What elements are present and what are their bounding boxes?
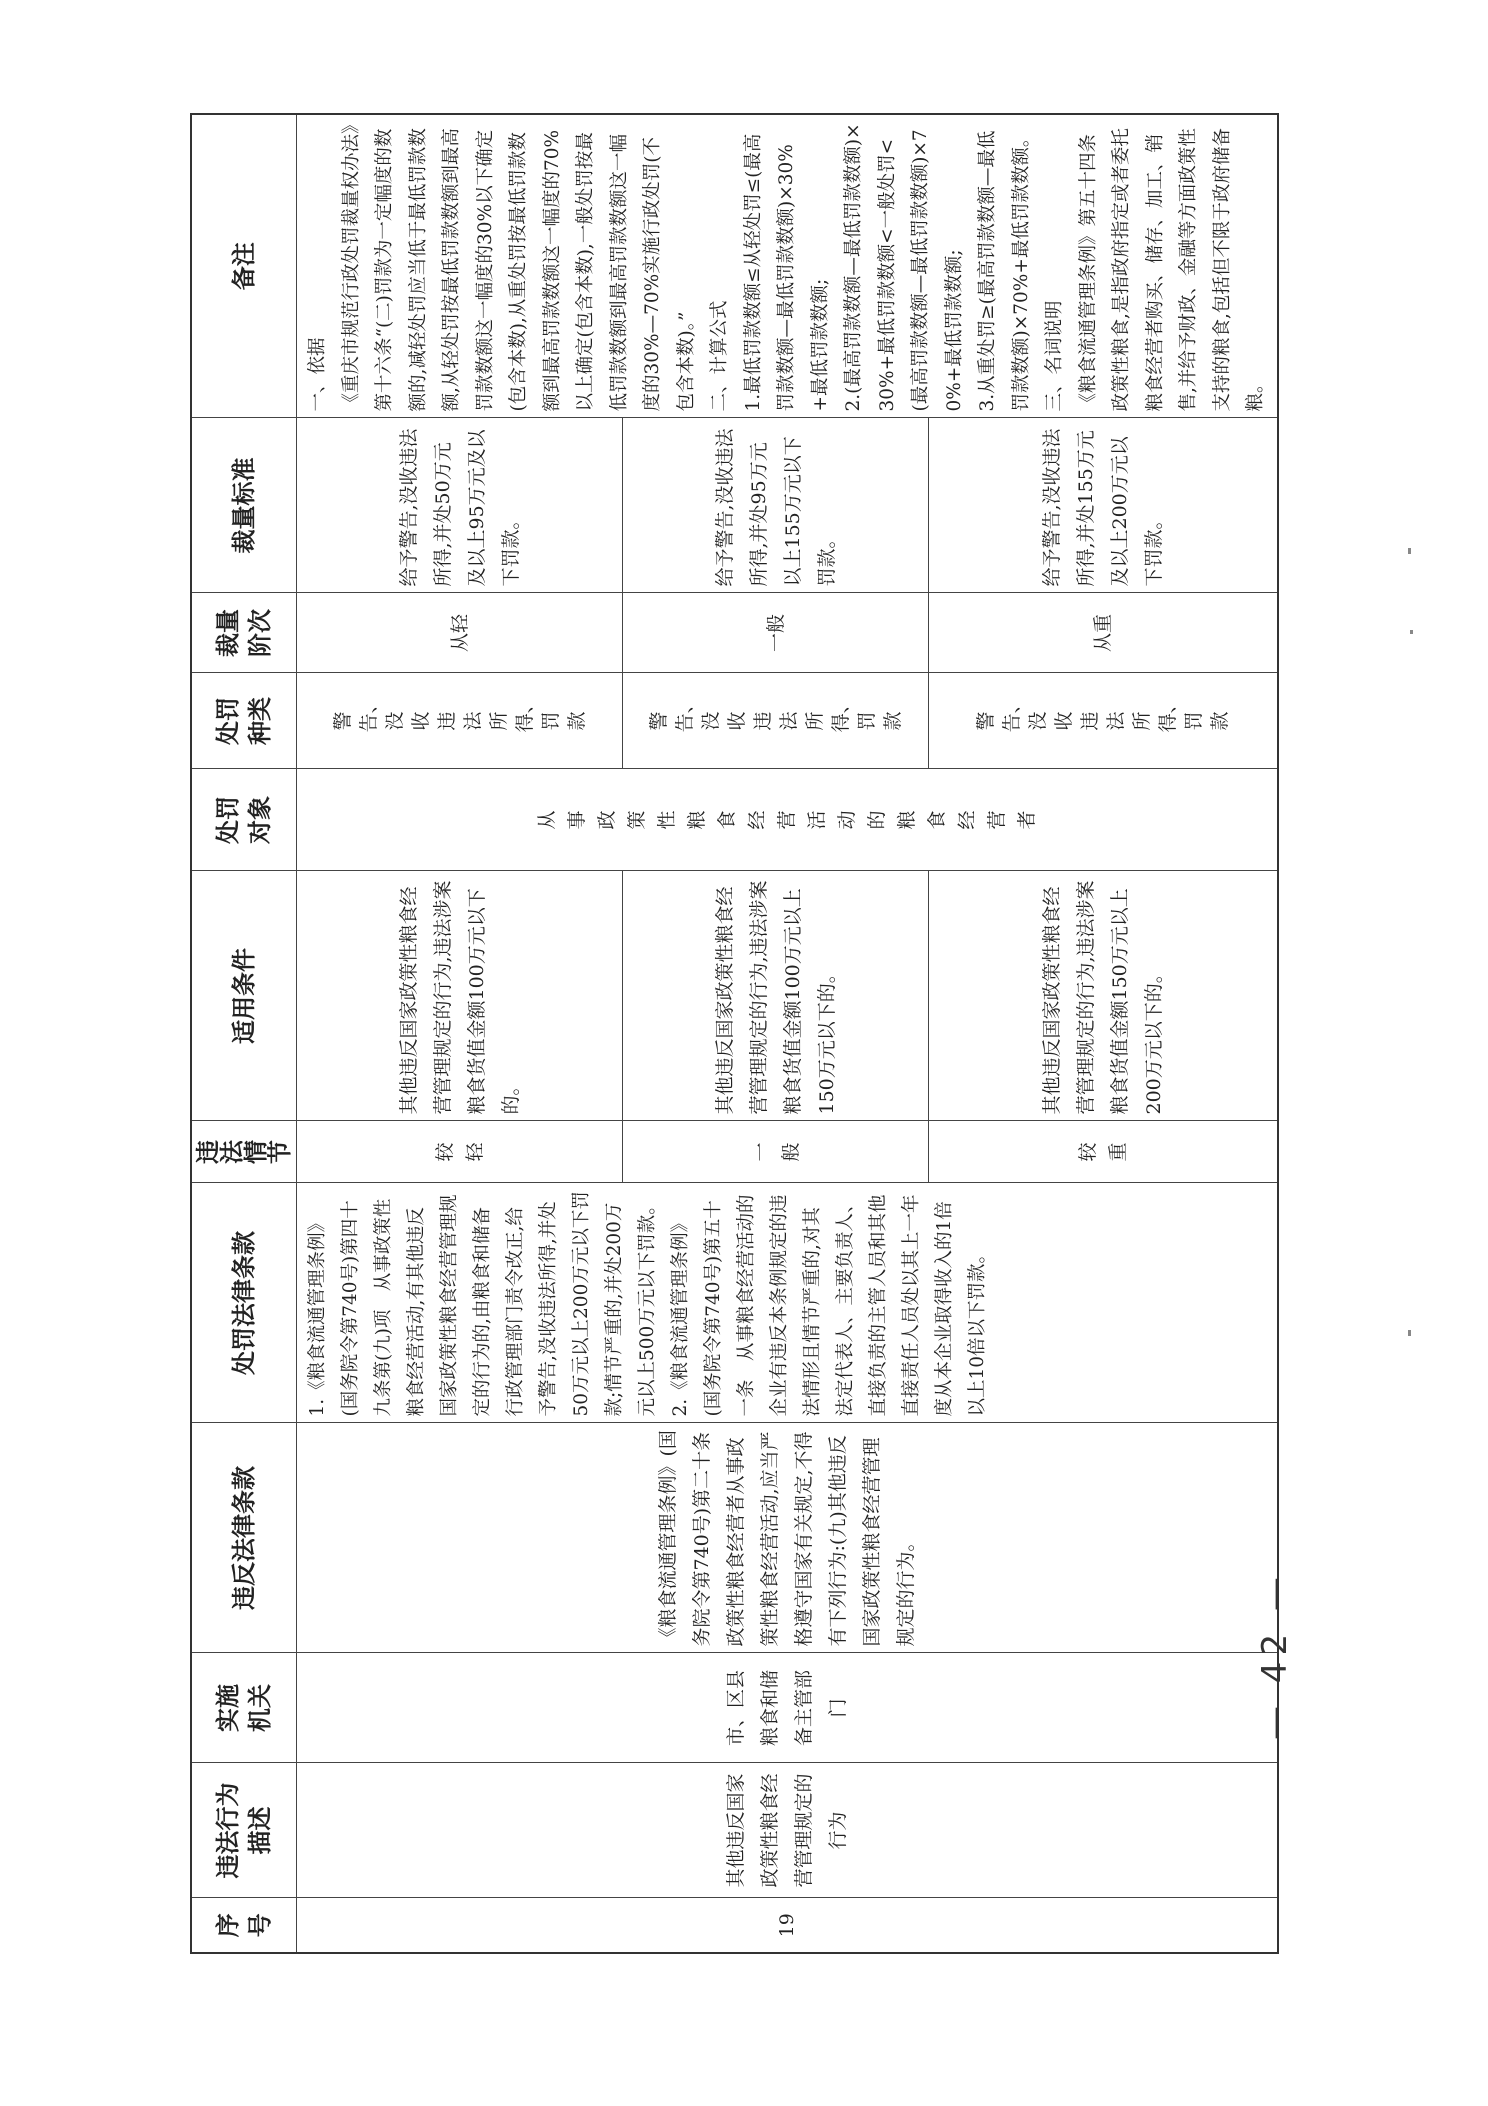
- notes-line: 1.最低罚款数额≤从轻处罚≤(最高罚款数额—最低罚款数额)×30%+最低罚款数额;: [742, 133, 831, 412]
- sub3-circumstance: 较重: [929, 1121, 1278, 1183]
- header-standard: 裁量标准: [191, 418, 297, 593]
- sub1-penalty-type: 警告、没收违法所得、罚款: [297, 673, 623, 769]
- scan-speck: [1408, 548, 1411, 554]
- header-row: [191, 114, 297, 1953]
- header-behavior: 违法行为 描述: [191, 1763, 297, 1898]
- notes-line: 二、计算公式: [709, 300, 730, 412]
- header-penalty-type: 处罚 种类: [191, 673, 297, 769]
- header-seq: 序 号: [191, 1898, 297, 1953]
- sub3-level: 从重: [929, 593, 1278, 673]
- sub1-level: 从轻: [297, 593, 623, 673]
- notes-line: 三、名词说明: [1044, 300, 1065, 412]
- row-penalty-clause: 1.《粮食流通管理条例》(国务院令第740号)第四十九条第(九)项 从事政策性粮食经营活动,有其他违反国家政策性粮食经营管理规定的行为的,由粮食和储备行政管理部门责令改正,给予警告,没收违法所得,并处50万元以上200万元以下罚款;情节严重的,并处200万元以上500万元以下罚款。2.《粮食流通管理条例》(国务院令第740号)第五十一条 从事粮食经营活动的企业有违反本条例规定的违法情形且情节严重的,对其法定代表人、主要负责人、直接负责的主管人员和其他直接责任人员处以其上一年度从本企业取得收入的1倍以上10倍以下罚款。: [297, 1183, 1278, 1423]
- sub1-standard: 给予警告,没收违法所得,并处50万元及以上95万元及以下罚款。: [297, 418, 623, 593]
- header-circumstance: 违 法 情 节: [191, 1121, 297, 1183]
- notes-line: 一、依据: [307, 337, 328, 412]
- table-row: [297, 114, 623, 1953]
- header-condition: 适用条件: [191, 871, 297, 1121]
- sub1-circumstance: 较轻: [297, 1121, 623, 1183]
- rotated-page: [190, 115, 1266, 1954]
- row-target: 从事政策性粮食经营活动的粮食经营者: [297, 769, 1278, 871]
- header-agency: 实施 机关: [191, 1653, 297, 1763]
- sub2-level: 一般: [623, 593, 929, 673]
- header-level: 裁量 阶次: [191, 593, 297, 673]
- penalty-discretion-table: [190, 113, 1279, 1954]
- sub2-penalty-type: 警告、没收违法所得、罚款: [623, 673, 929, 769]
- row-seq: 19: [297, 1898, 1278, 1953]
- header-notes: 备注: [191, 114, 297, 418]
- sub3-penalty-type: 警告、没收违法所得、罚款: [929, 673, 1278, 769]
- scan-speck: [1408, 1330, 1411, 1336]
- header-violated-clause: 违反法律条款: [191, 1423, 297, 1653]
- notes-line: 3.从重处罚≥(最高罚款数额—最低罚款数额)×70%+最低罚款数额。: [977, 128, 1032, 412]
- row-agency: 市、区县粮食和储备主管部门: [297, 1653, 1278, 1763]
- row-violated-clause: 《粮食流通管理条例》(国务院令第740号)第二十条 政策性粮食经营者从事政策性粮食经营活动,应当严格遵守国家有关规定,不得有下列行为:(九)其他违反国家政策性粮食经营管理规定的行为。: [297, 1423, 1278, 1653]
- notes-line: 2.(最高罚款数额—最低罚款数额)×30%+最低罚款数额<一般处罚<(最高罚款数额—最低罚款数额)×70%+最低罚款数额;: [843, 123, 965, 412]
- notes-line: 《粮食流通管理条例》第五十四条 政策性粮食,是指政府指定或者委托粮食经营者购买、储存、加工、销售,并给予财政、金融等方面政策性支持的粮食,包括但不限于政府储备粮。: [1077, 115, 1266, 412]
- row-behavior: 其他违反国家政策性粮食经营管理规定的行为: [297, 1763, 1278, 1898]
- notes-line: 《重庆市规范行政处罚裁量权办法》第十六条“(二)罚款为一定幅度的数额的,减轻处罚应当低于最低罚款数额,从轻处罚按最低罚款数额到最高罚款数额这一幅度的30%以下确定(包含本数),从重处罚按最低罚款数额到最高罚款数额这一幅度的70%以上确定(包含本数),一般处罚按最低罚款数额到最高罚款数额这一幅度的30%—70%实施行政处罚(不包含本数)。”: [340, 124, 697, 412]
- sub3-standard: 给予警告,没收违法所得,并处155万元及以上200万元以下罚款。: [929, 418, 1278, 593]
- sub3-condition: 其他违反国家政策性粮食经营管理规定的行为,违法涉案粮食货值金额150万元以上200万元以下的。: [929, 871, 1278, 1121]
- sub2-circumstance: 一般: [623, 1121, 929, 1183]
- page-number: — 42 —: [1255, 1571, 1295, 1740]
- header-target: 处罚 对象: [191, 769, 297, 871]
- scan-speck: [1410, 630, 1413, 634]
- row-notes: [297, 114, 1278, 418]
- sub2-standard: 给予警告,没收违法所得,并处95万元以上155万元以下罚款。: [623, 418, 929, 593]
- sub2-condition: 其他违反国家政策性粮食经营管理规定的行为,违法涉案粮食货值金额100万元以上150万元以下的。: [623, 871, 929, 1121]
- header-penalty-clause: 处罚法律条款: [191, 1183, 297, 1423]
- sub1-condition: 其他违反国家政策性粮食经营管理规定的行为,违法涉案粮食货值金额100万元以下的。: [297, 871, 623, 1121]
